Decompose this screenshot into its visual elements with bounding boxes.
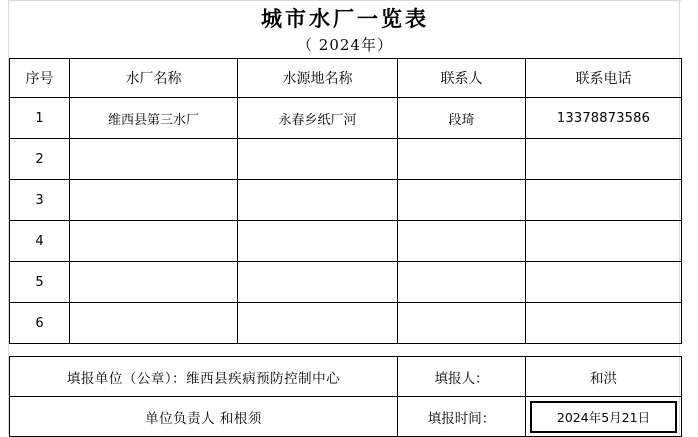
responsible-person-label[interactable]: 单位负责人 和根须 [10,397,398,437]
cell-phone[interactable] [526,139,682,180]
cell-contact[interactable] [398,221,526,262]
cell-seq[interactable]: 3 [10,180,70,221]
cell-phone[interactable] [526,180,682,221]
cell-source[interactable] [238,303,398,344]
report-time-label: 填报时间： [398,397,526,437]
report-time-cell[interactable] [526,397,682,437]
page-title: 城市水厂一览表 [261,6,429,31]
cell-seq[interactable]: 5 [10,262,70,303]
cell-seq[interactable]: 2 [10,139,70,180]
cell-source[interactable]: 永春乡纸厂河 [238,98,398,139]
table-header-row [10,59,682,98]
cell-plant[interactable] [70,262,238,303]
header-cell-source: 水源地名称 [238,59,398,98]
cell-source[interactable] [238,139,398,180]
cell-phone[interactable] [526,221,682,262]
cell-contact[interactable] [398,262,526,303]
cell-source[interactable] [238,221,398,262]
table-row [10,180,682,221]
reporting-unit-label[interactable]: 填报单位（公章）：维西县疾病预防控制中心 [10,357,398,397]
footer-row-responsible [10,397,682,437]
cell-seq[interactable]: 1 [10,98,70,139]
cell-contact[interactable] [398,180,526,221]
title-block [9,0,681,58]
cell-source[interactable] [238,262,398,303]
water-plant-table [9,58,682,344]
cell-plant[interactable] [70,180,238,221]
cell-source[interactable] [238,180,398,221]
cell-phone[interactable]: 13378873586 [526,98,682,139]
table-row [10,139,682,180]
footer-row-unit [10,357,682,397]
table-row [10,221,682,262]
cell-plant[interactable] [70,139,238,180]
header-cell-contact: 联系人 [398,59,526,98]
header-cell-plant: 水厂名称 [70,59,238,98]
page-subtitle: （ 2024年） [297,36,393,54]
cell-contact[interactable] [398,139,526,180]
cell-plant[interactable] [70,221,238,262]
reporter-label: 填报人： [398,357,526,397]
cell-seq[interactable]: 4 [10,221,70,262]
header-cell-seq: 序号 [10,59,70,98]
table-row [10,262,682,303]
table-row [10,98,682,139]
cell-contact[interactable] [398,303,526,344]
reporter-value[interactable]: 和洪 [526,357,682,397]
header-cell-phone: 联系电话 [526,59,682,98]
cell-phone[interactable] [526,303,682,344]
cell-seq[interactable]: 6 [10,303,70,344]
cell-plant[interactable]: 维西县第三水厂 [70,98,238,139]
cell-contact[interactable]: 段琦 [398,98,526,139]
table-row [10,303,682,344]
cell-plant[interactable] [70,303,238,344]
report-time-value[interactable]: 2024年5月21日 [530,401,677,433]
cell-phone[interactable] [526,262,682,303]
spreadsheet-area [8,0,680,435]
footer-table [9,356,682,437]
